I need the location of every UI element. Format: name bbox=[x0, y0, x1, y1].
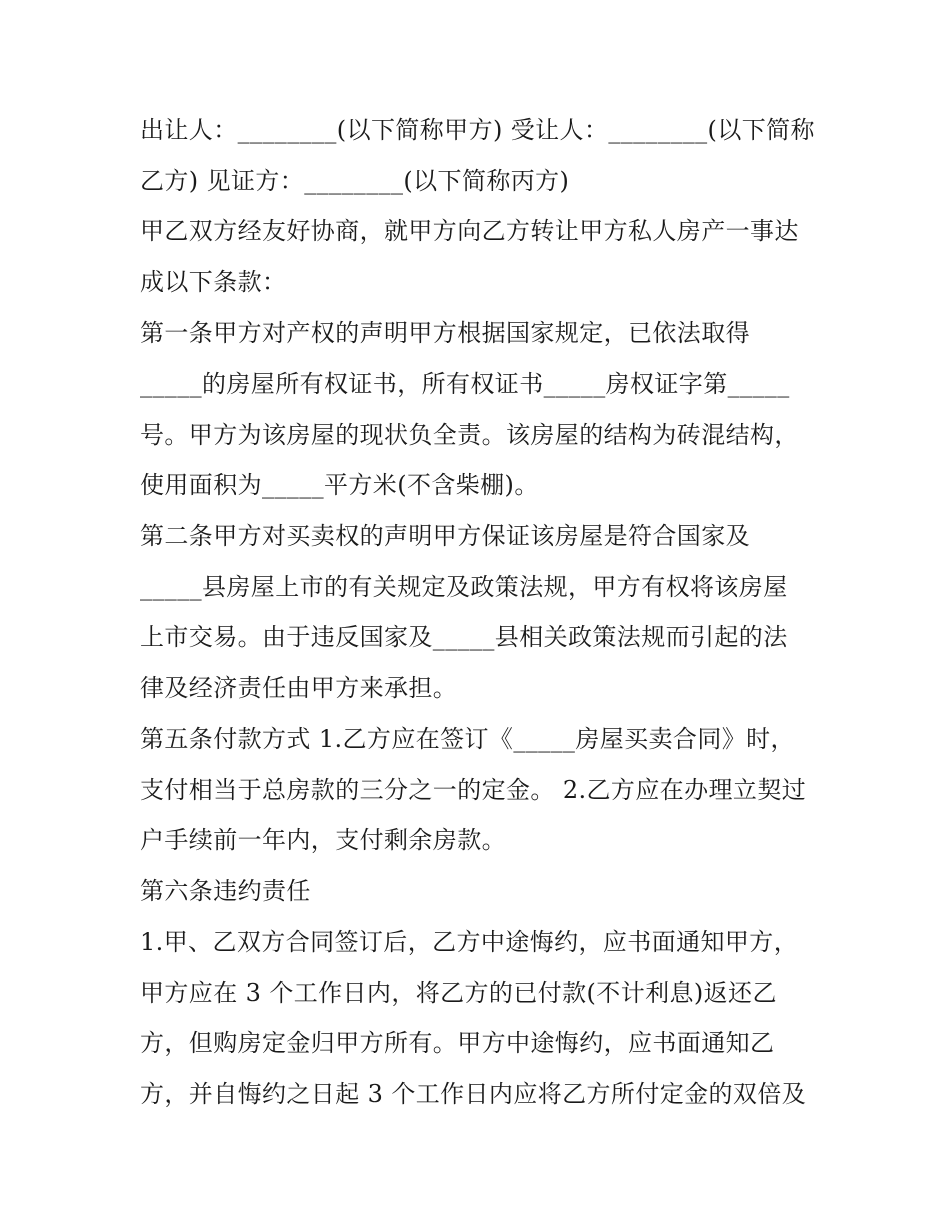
text-line: 成以下条款： bbox=[140, 268, 287, 296]
text-line: 乙方) 见证方：________(以下简称丙方) bbox=[140, 167, 570, 195]
text-line: 第一条甲方对产权的声明甲方根据国家规定，已依法取得 bbox=[140, 319, 750, 347]
text-line: 甲方应在 3 个工作日内，将乙方的已付款(不计利息)返还乙 bbox=[140, 979, 777, 1007]
text-line: 方，但购房定金归甲方所有。甲方中途悔约，应书面通知乙 bbox=[140, 1029, 775, 1057]
text-line: 律及经济责任由甲方来承担。 bbox=[140, 674, 458, 702]
text-line: _____的房屋所有权证书，所有权证书_____房权证字第_____ bbox=[140, 370, 790, 398]
text-line: 第五条付款方式 1.乙方应在签订《_____房屋买卖合同》时， bbox=[140, 725, 795, 753]
text-line: 方，并自悔约之日起 3 个工作日内应将乙方所付定金的双倍及 bbox=[140, 1080, 807, 1108]
text-line: 户手续前一年内，支付剩余房款。 bbox=[140, 826, 506, 854]
text-line: 使用面积为_____平方米(不含柴棚)。 bbox=[140, 471, 539, 499]
text-line: _____县房屋上市的有关规定及政策法规，甲方有权将该房屋 bbox=[140, 573, 788, 601]
text-line: 甲乙双方经友好协商，就甲方向乙方转让甲方私人房产一事达 bbox=[140, 217, 799, 245]
text-line: 支付相当于总房款的三分之一的定金。 2.乙方应在办理立契过 bbox=[140, 776, 807, 804]
text-line: 第二条甲方对买卖权的声明甲方保证该房屋是符合国家及 bbox=[140, 522, 750, 550]
text-line: 出让人：________(以下简称甲方) 受让人：________(以下简称 bbox=[140, 116, 815, 144]
text-line: 上市交易。由于违反国家及_____县相关政策法规而引起的法 bbox=[140, 623, 788, 651]
text-line: 号。甲方为该房屋的现状负全责。该房屋的结构为砖混结构， bbox=[140, 421, 799, 449]
text-line: 第六条违约责任 bbox=[140, 877, 311, 905]
text-line: 1.甲、乙双方合同签订后，乙方中途悔约，应书面通知甲方， bbox=[140, 928, 799, 956]
